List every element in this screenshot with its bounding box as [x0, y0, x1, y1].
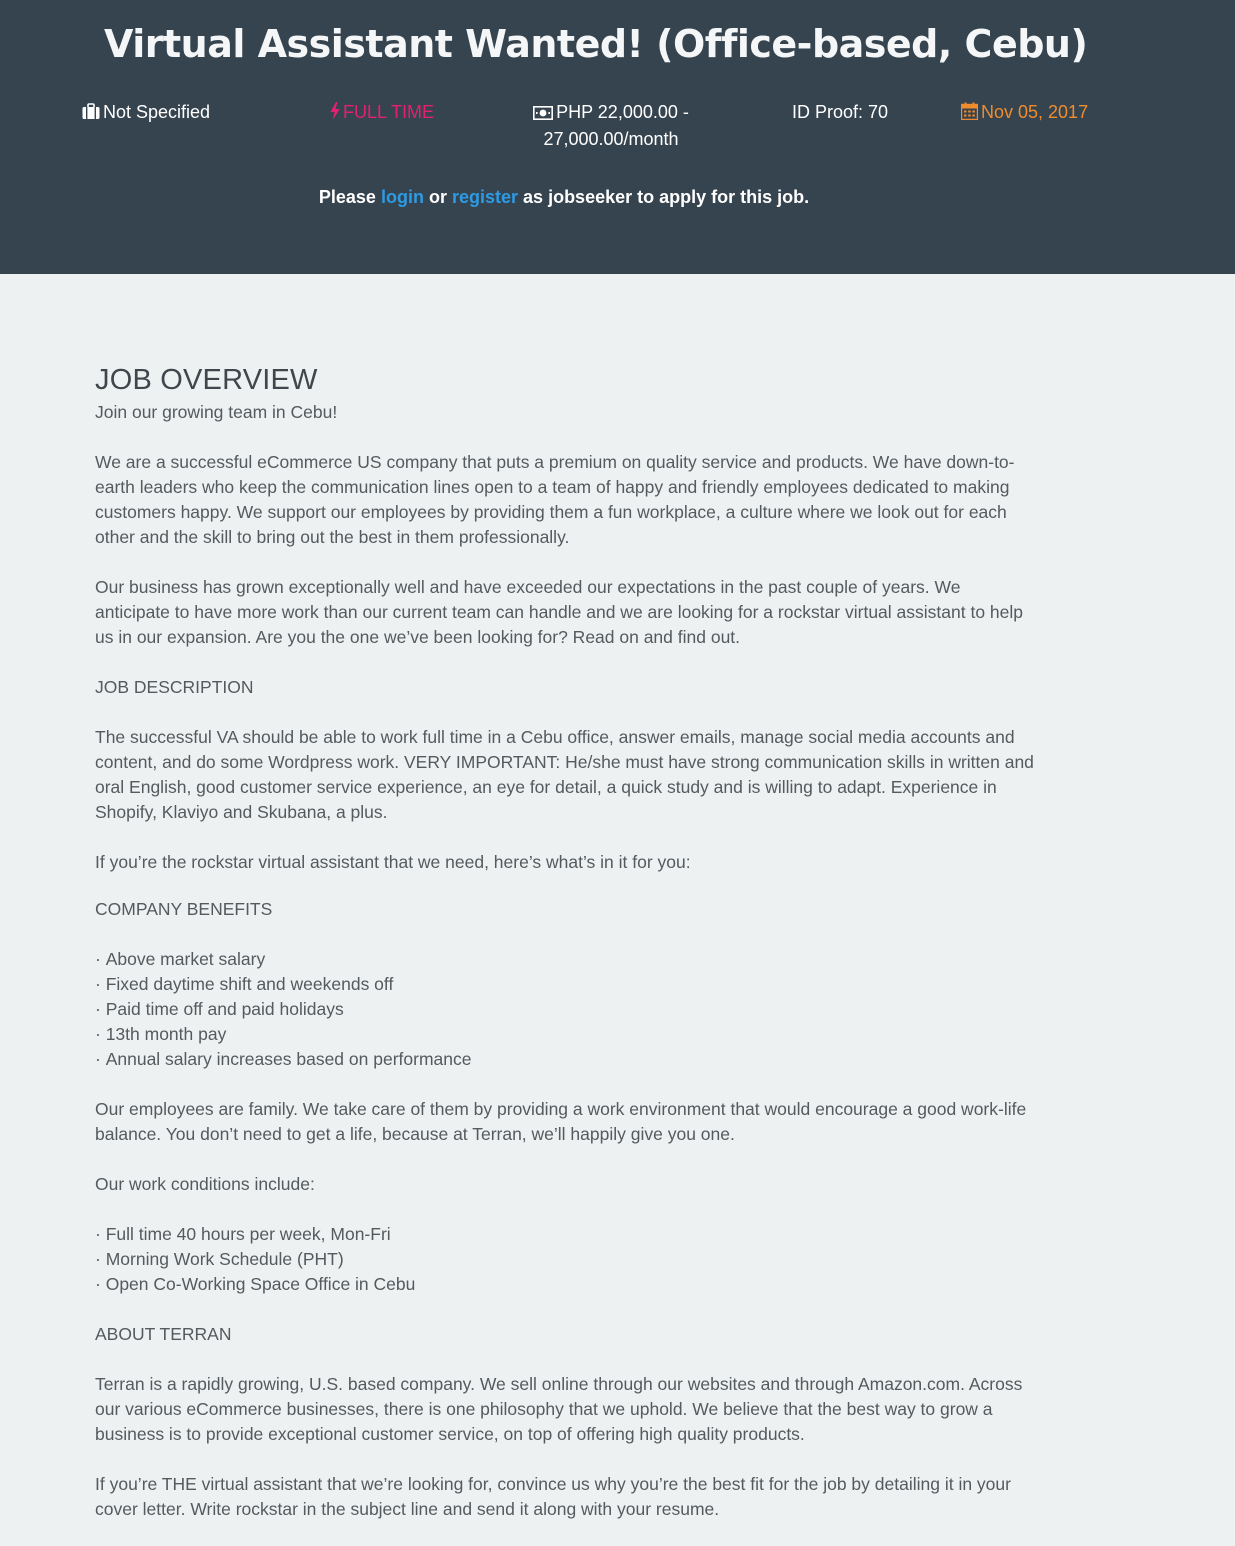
- job-overview-section: [0, 274, 1035, 1522]
- briefcase-icon: [82, 102, 100, 127]
- list-item: · Annual salary increases based on performance: [95, 1047, 1035, 1072]
- company-benefits-heading: COMPANY BENEFITS: [95, 899, 273, 919]
- job-experience: [82, 100, 210, 127]
- job-overview-body: [95, 400, 1035, 1522]
- job-header: [0, 0, 1235, 274]
- family-paragraph: Our employees are family. We take care of them by providing a work environment that would encourage a good work-life balance. You don’t need to get a life, because at Terran, we’ll happily give you one.: [95, 1099, 1027, 1144]
- job-salary: [526, 100, 696, 152]
- work-conditions-intro: Our work conditions include:: [95, 1174, 315, 1194]
- job-id-proof: ID Proof: 70: [792, 102, 889, 122]
- calendar-icon: [961, 102, 978, 127]
- job-type: [330, 100, 434, 127]
- apply-note: [0, 187, 1128, 208]
- job-description-heading: JOB DESCRIPTION: [95, 677, 254, 697]
- about-terran-paragraph: Terran is a rapidly growing, U.S. based company. We sell online through our websites and through Amazon.com. Across our various eCommerce businesses, there is one philosophy that we uphold. We believe that the best way to grow a business is to provide exceptional customer service, on top of offering high quality products.: [95, 1374, 1023, 1444]
- closing-paragraph: If you’re THE virtual assistant that we’re looking for, convince us why you’re the best fit for the job by detailing it in your cover letter. Write rockstar in the subject line and send it along with your resume.: [95, 1474, 1011, 1519]
- job-overview-heading: JOB OVERVIEW: [95, 364, 318, 396]
- benefits-list: [95, 947, 1035, 1072]
- list-item: · Full time 40 hours per week, Mon-Fri: [95, 1222, 1035, 1247]
- job-date: [961, 100, 1088, 127]
- apply-or: or: [428, 187, 447, 207]
- money-bill-icon: [533, 102, 553, 127]
- login-link[interactable]: login: [380, 187, 424, 207]
- list-item: · Open Co-Working Space Office in Cebu: [95, 1272, 1035, 1297]
- overview-intro: Join our growing team in Cebu!: [95, 402, 338, 422]
- apply-prefix: Please: [318, 187, 376, 207]
- work-conditions-list: [95, 1222, 1035, 1297]
- list-item: · 13th month pay: [95, 1022, 1035, 1047]
- overview-paragraph-2: Our business has grown exceptionally well and have exceeded our expectations in the past couple of years. We anticipate to have more work than our current team can handle and we are looking for a rockstar virtual assistant to help us in our expansion. Are you the one we’ve been looking for? Read on and find out.: [95, 577, 1023, 647]
- list-item: · Morning Work Schedule (PHT): [95, 1247, 1035, 1272]
- job-salary-line2: 27,000.00/month: [543, 129, 679, 149]
- register-link[interactable]: register: [451, 187, 519, 207]
- job-salary-line1: PHP 22,000.00 -: [556, 102, 689, 122]
- job-date-text: Nov 05, 2017: [981, 102, 1089, 122]
- job-experience-text: Not Specified: [103, 102, 211, 122]
- benefits-intro: If you’re the rockstar virtual assistant that we need, here’s what’s in it for you:: [95, 852, 691, 872]
- overview-paragraph-1: We are a successful eCommerce US company that puts a premium on quality service and products. We have down-to-earth leaders who keep the communication lines open to a team of happy and friendly employees dedicated to making customers happy. We support our employees by providing them a fun workplace, a culture where we look out for each other and the skill to bring out the best in them professionally.: [95, 452, 1015, 547]
- lightning-bolt-icon: [330, 102, 340, 127]
- job-title: Virtual Assistant Wanted! (Office-based, Cebu): [104, 22, 1088, 66]
- job-description-paragraph: The successful VA should be able to work full time in a Cebu office, answer emails, manage social media accounts and content, and do some Wordpress work. VERY IMPORTANT: He/she must have strong communication skills in written and oral English, good customer service experience, an eye for detail, a quick study and is willing to adapt. Experience in Shopify, Klaviyo and Skubana, a plus.: [95, 727, 1034, 822]
- list-item: · Paid time off and paid holidays: [95, 997, 1035, 1022]
- job-type-text: FULL TIME: [343, 102, 435, 122]
- about-terran-heading: ABOUT TERRAN: [95, 1324, 232, 1344]
- apply-suffix: as jobseeker to apply for this job.: [523, 187, 810, 207]
- list-item: · Above market salary: [95, 947, 1035, 972]
- list-item: · Fixed daytime shift and weekends off: [95, 972, 1035, 997]
